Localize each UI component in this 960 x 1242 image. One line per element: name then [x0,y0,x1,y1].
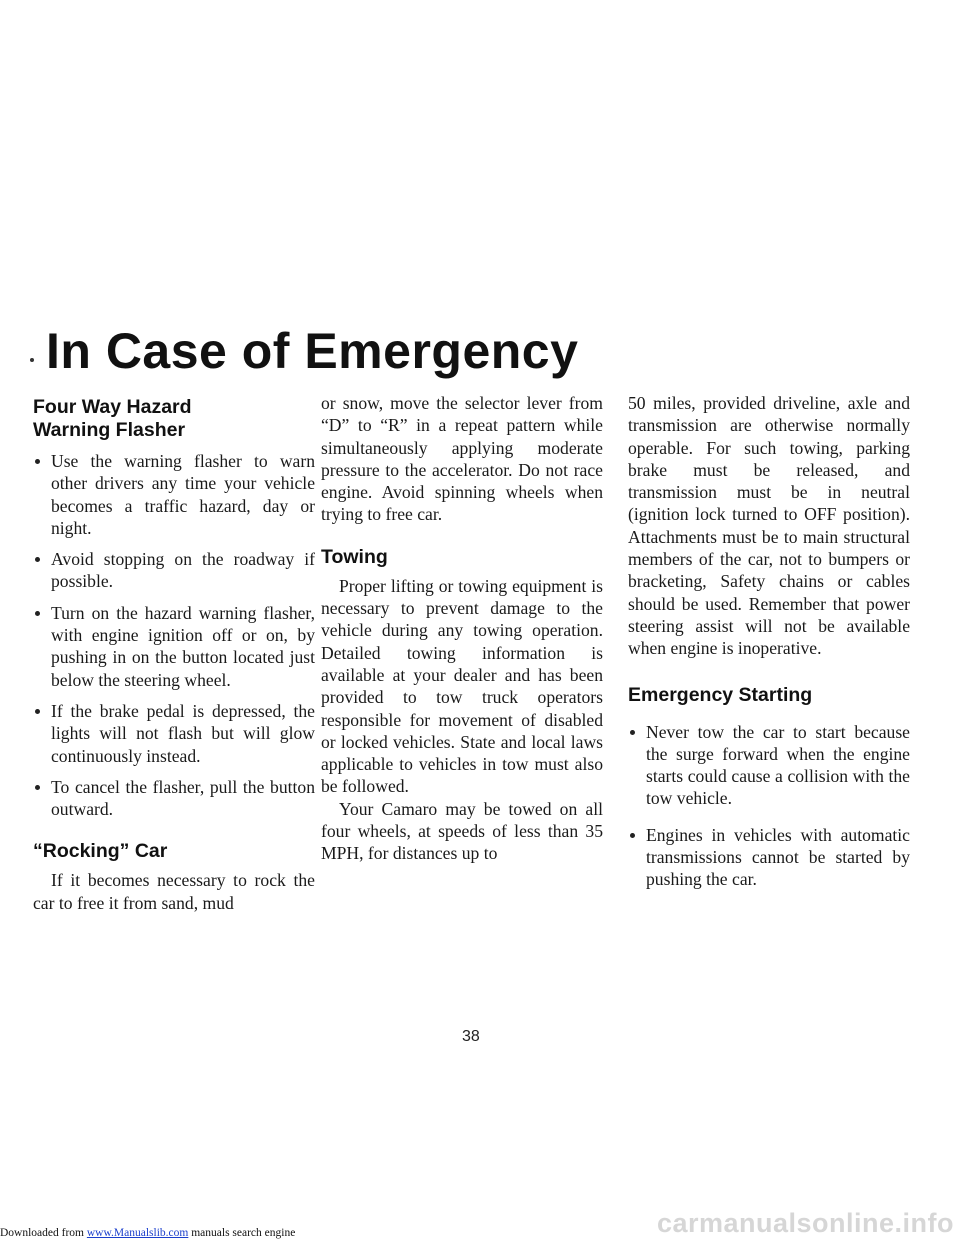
list-item-text: Avoid stopping on the roadway if possible. [51,549,315,592]
list-item-text: Use the warning flasher to warn other drivers any time your vehicle becomes a traffic hazard, day or night. [51,451,315,538]
bullet-icon [630,833,635,838]
list-item [33,700,315,767]
column-2 [321,392,603,865]
list-item [33,776,315,821]
page-number: 38 [462,1028,480,1045]
section-heading-emergency-starting: Emergency Starting [628,683,813,706]
list-item-text: If the brake pedal is depressed, the lights will not flash but will glow continuously instead. [51,700,315,766]
stray-mark [30,358,34,362]
section-heading-hazard [33,396,315,442]
footer [0,1227,295,1239]
heading-line-2: Warning Flasher [33,419,186,441]
list-item-text: To cancel the flasher, pull the button outward. [51,776,315,820]
bullet-icon [35,459,40,464]
list-item [33,450,315,539]
paragraph: or snow, move the selector lever from “D” to “R” in a repeat pattern while simultaneously applying moderate pressure to the accelerator. Do not race engine. Avoid spinning wheels when trying to free car. [321,393,603,525]
list-item [628,721,910,810]
bullet-icon [35,611,40,616]
heading-line-1: Four Way Hazard [33,396,192,418]
page-title [32,322,578,380]
bullet-icon [35,557,40,562]
footer-suffix: manuals search engine [188,1227,296,1239]
list-item [33,602,315,691]
section-heading-rocking: “Rocking” Car [33,840,168,863]
list-item-text: Never tow the car to start because the surge forward when the engine starts could cause a collision with the tow vehicle. [646,721,910,809]
list-item [628,824,910,891]
list-item-text: Engines in vehicles with automatic transmissions cannot be started by pushing the car. [646,824,910,890]
paragraph: 50 miles, provided driveline, axle and transmission are otherwise normally operable. For such towing, parking brake must be released, and transmission must be in neutral (ignition lock turned to OFF position). Attachments must be to main structural members of the car, not to bumpers or bracketing, Safety chains or cables should be used. Remember that power steering assist will not be available when engine is inoperative. [628,393,910,659]
starting-bullet-list [628,721,910,891]
section-heading-towing: Towing [321,545,388,568]
bullet-icon [630,730,635,735]
list-item-text: Turn on the hazard warning flasher, with engine ignition off or on, by pushing in on the button located just below the steering wheel. [51,602,315,690]
paragraph: If it becomes necessary to rock the car to free it from sand, mud [33,870,315,913]
watermark: carmanualsonline.info [656,1208,954,1238]
column-3 [628,392,910,905]
footer-prefix: Downloaded from [0,1227,87,1239]
list-item [33,548,315,593]
paragraph: Proper lifting or towing equipment is necessary to prevent damage to the vehicle during any towing operation. Detailed towing information is available at your dealer and has been provided to tow truck operators responsible for movement of disabled or locked vehicles. State and local laws applicable to vehicles in tow must also be followed. [321,575,603,797]
page-title-text: In Case of Emergency [46,323,579,379]
column-1 [33,396,315,914]
paragraph: Your Camaro may be towed on all four wheels, at speeds of less than 35 MPH, for distances up to [321,798,603,864]
manualslib-link[interactable]: www.Manualslib.com [86,1227,189,1239]
bullet-icon [35,709,40,714]
hazard-bullet-list [33,450,315,820]
bullet-icon [35,785,40,790]
